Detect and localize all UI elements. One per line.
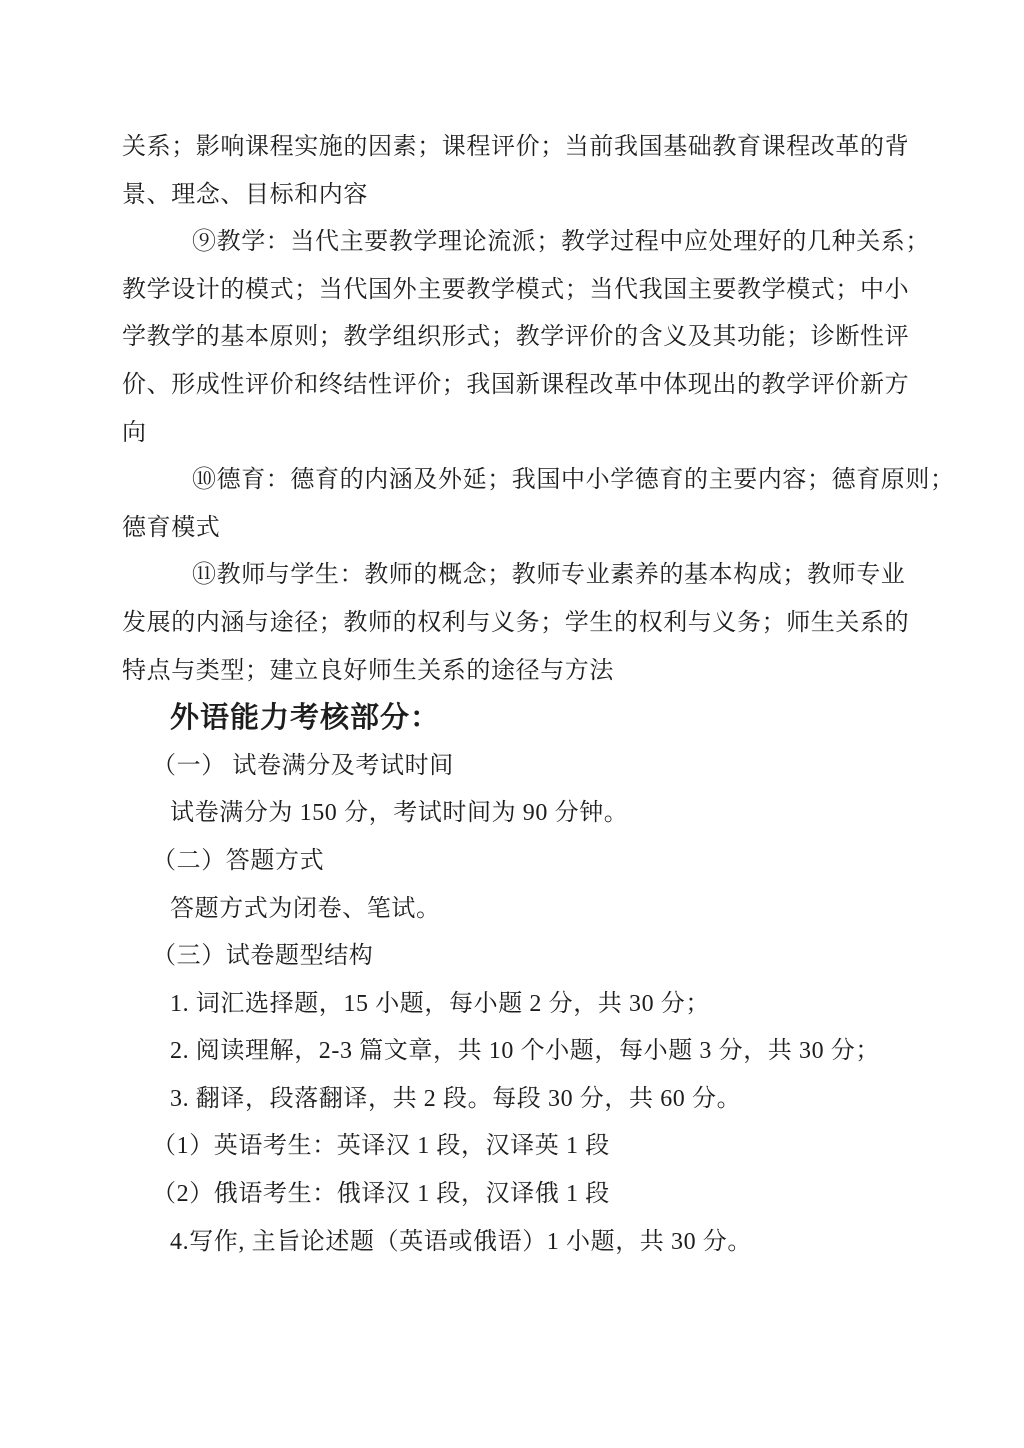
text-line: 景、理念、目标和内容 xyxy=(122,181,368,208)
section-heading: 外语能力考核部分： xyxy=(170,702,441,735)
text-line: 答题方式为闭卷、笔试。 xyxy=(170,895,441,922)
subsection-title: （三）试卷题型结构 xyxy=(152,943,374,970)
text-line: 发展的内涵与途径；教师的权利与义务；学生的权利与义务；师生关系的 xyxy=(122,609,910,636)
text-line: 特点与类型；建立良好师生关系的途径与方法 xyxy=(122,657,614,684)
subsection-title: （二）答题方式 xyxy=(152,847,325,874)
text-line: 学教学的基本原则；教学组织形式；教学评价的含义及其功能；诊断性评 xyxy=(122,324,910,351)
list-item: （2）俄语考生：俄译汉 1 段，汉译俄 1 段 xyxy=(152,1181,610,1208)
text-line: ⑪教师与学生：教师的概念；教师专业素养的基本构成；教师专业 xyxy=(192,562,906,589)
list-item: 1. 词汇选择题，15 小题，每小题 2 分，共 30 分； xyxy=(170,990,710,1017)
text-line: 试卷满分为 150 分，考试时间为 90 分钟。 xyxy=(170,800,629,827)
text-line: 向 xyxy=(122,419,147,446)
text-line: 价、形成性评价和终结性评价；我国新课程改革中体现出的教学评价新方 xyxy=(122,371,910,398)
text-line: ⑨教学：当代主要教学理论流派；教学过程中应处理好的几种关系； xyxy=(192,229,930,256)
text-block xyxy=(122,124,955,1266)
text-line: 关系；影响课程实施的因素；课程评价；当前我国基础教育课程改革的背 xyxy=(122,134,910,160)
text-line: ⑩德育：德育的内涵及外延；我国中小学德育的主要内容；德育原则； xyxy=(192,467,955,494)
list-item: （1）英语考生：英译汉 1 段，汉译英 1 段 xyxy=(152,1133,610,1160)
text-line: 教学设计的模式；当代国外主要教学模式；当代我国主要教学模式；中小 xyxy=(122,276,910,303)
list-item: 2. 阅读理解，2-3 篇文章，共 10 个小题，每小题 3 分，共 30 分； xyxy=(170,1038,880,1065)
list-item: 4.写作, 主旨论述题（英语或俄语）1 小题，共 30 分。 xyxy=(170,1228,752,1255)
text-line: 德育模式 xyxy=(122,514,221,541)
subsection-title: （一） 试卷满分及考试时间 xyxy=(152,752,454,779)
list-item: 3. 翻译，段落翻译，共 2 段。每段 30 分，共 60 分。 xyxy=(170,1085,742,1112)
